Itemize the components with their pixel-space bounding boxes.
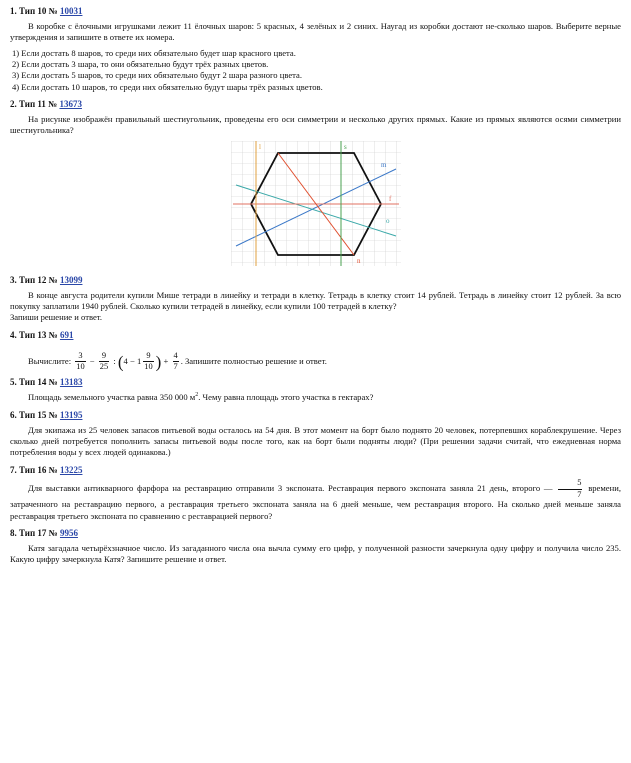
task-5 (10, 377, 621, 403)
mixed-whole: 4 − 1 (123, 355, 142, 366)
task-link[interactable]: 10031 (59, 6, 83, 16)
hexagon-figure (10, 141, 621, 269)
task-7 (10, 465, 621, 522)
options-list (12, 48, 621, 93)
minus-sign: − (89, 355, 95, 366)
plus-sign: + (163, 355, 169, 366)
fraction-2: $\frac{9}{25}$ (99, 350, 109, 372)
task-text: Катя загадала четырёхзначное число. Из загаданного числа она вычла сумму его цифр, у полученной разности зачеркнула одну цифру и получила число 235. Какую цифру зачеркнула Катя? Запишите решение и ответ. (10, 542, 621, 565)
task-link[interactable]: 13225 (59, 464, 83, 475)
task-type: Тип 10 № (19, 6, 58, 16)
task-number: 7. (10, 464, 17, 475)
task-header (10, 410, 621, 422)
task-header (10, 465, 621, 477)
task-link[interactable]: 13099 (59, 274, 83, 285)
task-type: Тип 13 № (19, 329, 58, 340)
option-2: 2) Если достать 3 шара, то они обязательно будут трёх разных цветов. (12, 58, 269, 69)
task-4 (10, 330, 621, 372)
task-3 (10, 275, 621, 324)
task-type: Тип 14 № (19, 377, 58, 388)
divide-sign: : (113, 355, 116, 366)
task-type: Тип 15 № (19, 409, 58, 420)
task-number: 3. (10, 274, 17, 285)
task-link[interactable]: 691 (59, 329, 74, 340)
option-3: 3) Если достать 5 шаров, то среди них обязательно будут 2 шара разного цвета. (12, 70, 302, 81)
task-link[interactable]: 13195 (59, 409, 83, 420)
label-f: f (388, 194, 391, 203)
task-header (10, 275, 621, 287)
task-instruction: Запиши решение и ответ. (10, 312, 103, 323)
task-number: 2. (10, 98, 17, 109)
task-2 (10, 99, 621, 269)
task-number: 4. (10, 329, 17, 340)
task-text: Для экипажа из 25 человек запасов питьевой воды осталось на 54 дня. В этот момент на борт было поднято 20 человек, потерпевших кораблекрушение. Через сколько дней потребуется пополнить запасы питьевой воды после того, как на борт были подняты люди? (При решении задачи считай, что ежедневная норма потребления воды у всех людей одинакова.) (10, 424, 621, 458)
task-link[interactable]: 13673 (59, 98, 82, 109)
task-number: 8. (10, 527, 17, 538)
task-type: Тип 11 № (19, 98, 58, 109)
task-text: В коробке с ёлочными игрушками лежит 11 ёлочных шаров: 5 красных, 4 зелёных и 2 синих. Наугад из коробки достают не-сколько шаров. Выберите верные утверждения и запишите в ответе их номера. (10, 20, 621, 43)
fraction-3: $\frac{9}{10}$ (144, 350, 153, 372)
task-link[interactable]: 13183 (59, 377, 83, 388)
task-6 (10, 410, 621, 459)
option-1: 1) Если достать 8 шаров, то среди них обязательно будет шар красного цвета. (12, 47, 296, 58)
calc-expression: Вычислите: $\frac{3}{10}$ − $\frac{9}{25}$ : (4 − 1 $\frac{9}{10}$ ) + $\frac{4}{7}$ . Запишите полностью решение и ответ. (28, 350, 327, 372)
task-header (10, 528, 621, 540)
calc-suffix: . Запишите полностью решение и ответ. (180, 355, 327, 366)
task-header (10, 330, 621, 342)
task-number: 5. (10, 377, 17, 388)
fraction-5-7: $\frac{5}{7}$ (558, 479, 582, 499)
task-1 (10, 6, 621, 93)
label-n: n (356, 256, 360, 265)
fraction-4: $\frac{4}{7}$ (173, 350, 178, 372)
task-type: Тип 12 № (19, 274, 58, 285)
task-text: На рисунке изображён правильный шестиугольник, проведены его оси симметрии и несколько других прямых. Какие из прямых являются осями симметрии шестиугольника? (10, 113, 621, 136)
task-text: Для выставки антикварного фарфора на реставрацию отправили 3 экспоната. Реставрация первого экспоната заняла 21 день, второго — $\frac{5}{7}$ времени, затраченного на реставрацию первого, а реставрация третьего экспоната заняла на 6 дней меньше, чем реставрация второго. На сколько дней меньше заняла реставрация третьего экспоната по сравнению с реставрацией первого? (10, 478, 621, 521)
task-link[interactable]: 9956 (59, 527, 78, 538)
task-8 (10, 528, 621, 566)
label-l: l (258, 142, 261, 151)
calc-prefix: Вычислите: (28, 355, 72, 366)
hexagon-diagram (231, 141, 401, 266)
task-text: В конце августа родители купили Мише тетради в линейку и тетради в клетку. Тетрадь в клетку стоит 14 рублей. Тетрадь в линейку стоит 12 рублей. За всю покупку заплатили 1940 рублей. Сколько купили тетрадей в линейку, если купили 100 тетрадей в клетку? (10, 289, 621, 312)
fraction-1: $\frac{3}{10}$ (76, 350, 85, 372)
label-o: o (385, 216, 389, 225)
task-type: Тип 16 № (19, 464, 58, 475)
task-type: Тип 17 № (19, 527, 58, 538)
task-header (10, 99, 621, 111)
task-number: 1. (10, 6, 17, 16)
label-m: m (380, 160, 386, 169)
task-header (10, 377, 621, 389)
task-number: 6. (10, 409, 17, 420)
label-s: s (343, 142, 347, 151)
task-header (10, 6, 621, 18)
option-4: 4) Если достать 10 шаров, то среди них обязательно будут шары трёх разных цветов. (12, 81, 323, 92)
task-text: Площадь земельного участка равна 350 000 $м^2$. Чему равна площадь этого участка в гектарах? (28, 392, 374, 403)
